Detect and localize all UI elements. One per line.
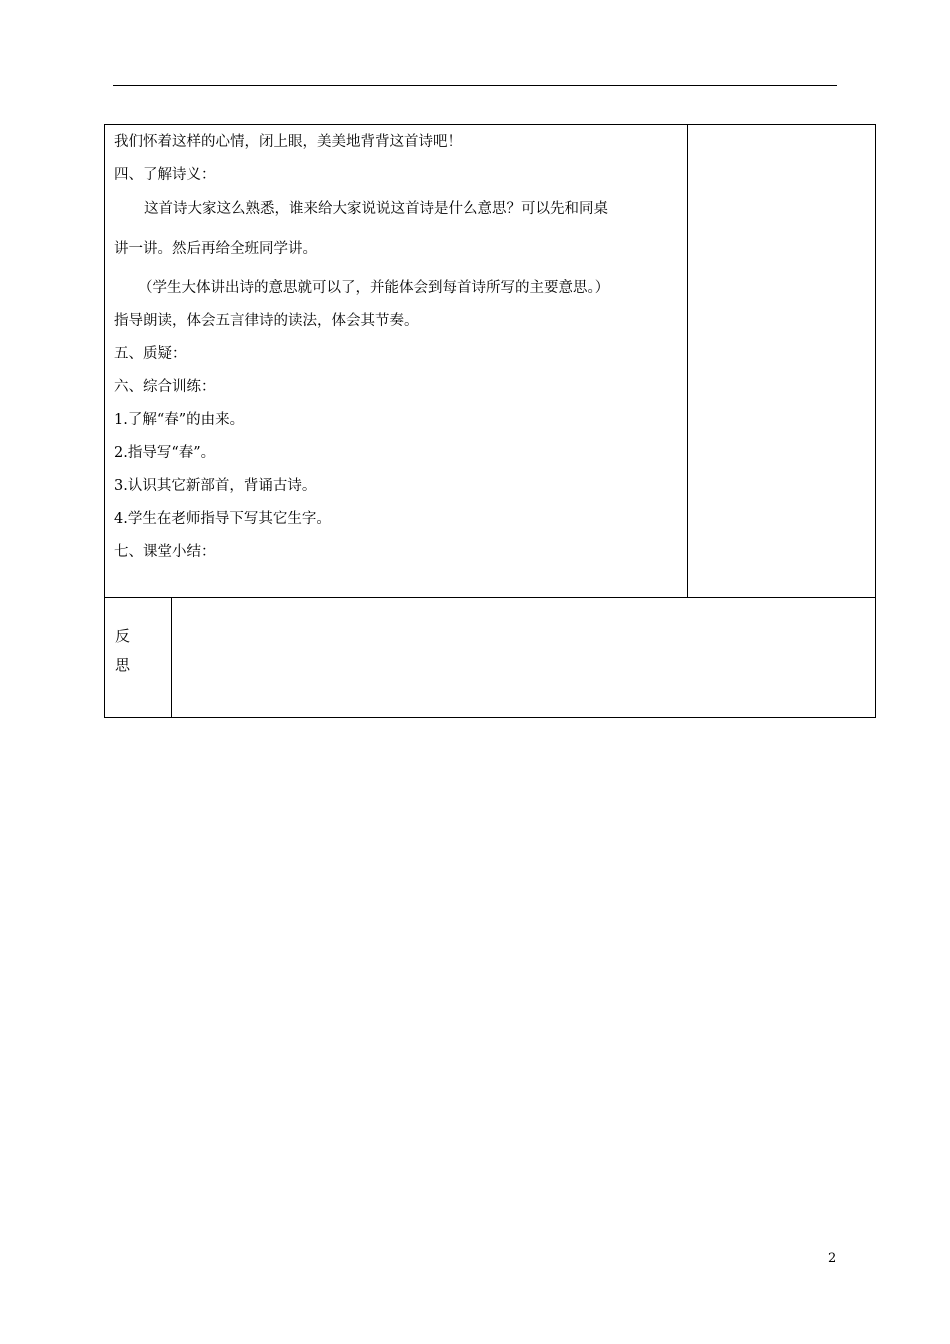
reflection-label-char: 思: [115, 656, 131, 674]
lesson-line: （学生大体讲出诗的意思就可以了，并能体会到每首诗所写的主要意思。）: [138, 280, 610, 296]
section-heading-question: 五、质疑：: [114, 346, 187, 362]
page-number: 2: [828, 1251, 837, 1266]
section-heading-summary: 七、课堂小结：: [114, 544, 216, 560]
lesson-content-row: [105, 125, 876, 598]
section-heading-training: 六、综合训练：: [114, 379, 216, 395]
training-item: 4.学生在老师指导下写其它生字。: [114, 511, 331, 527]
training-item: 3.认识其它新部首，背诵古诗。: [114, 478, 317, 494]
lesson-content-cell: [105, 125, 688, 598]
training-item: 2.指导写“春”。: [114, 445, 216, 461]
reflection-label-cell: [105, 598, 172, 718]
reflection-label-char: 反: [115, 627, 131, 645]
header-rule: [113, 85, 837, 86]
section-heading-understand: 四、了解诗义：: [114, 167, 216, 183]
training-item: 1.了解“春”的由来。: [114, 412, 245, 428]
lesson-line: 这首诗大家这么熟悉，谁来给大家说说这首诗是什么意思？可以先和同桌: [144, 201, 608, 217]
reflection-content-cell: [172, 598, 876, 718]
reflection-row: [105, 598, 876, 718]
lesson-line: 指导朗读，体会五言律诗的读法，体会其节奏。: [114, 313, 419, 329]
notes-cell: [688, 125, 876, 598]
lesson-line: 讲一讲。然后再给全班同学讲。: [114, 241, 317, 257]
lesson-line: 我们怀着这样的心情，闭上眼，美美地背背这首诗吧！: [114, 134, 462, 150]
reflection-label: [105, 598, 171, 680]
lesson-plan-table: [104, 124, 876, 718]
